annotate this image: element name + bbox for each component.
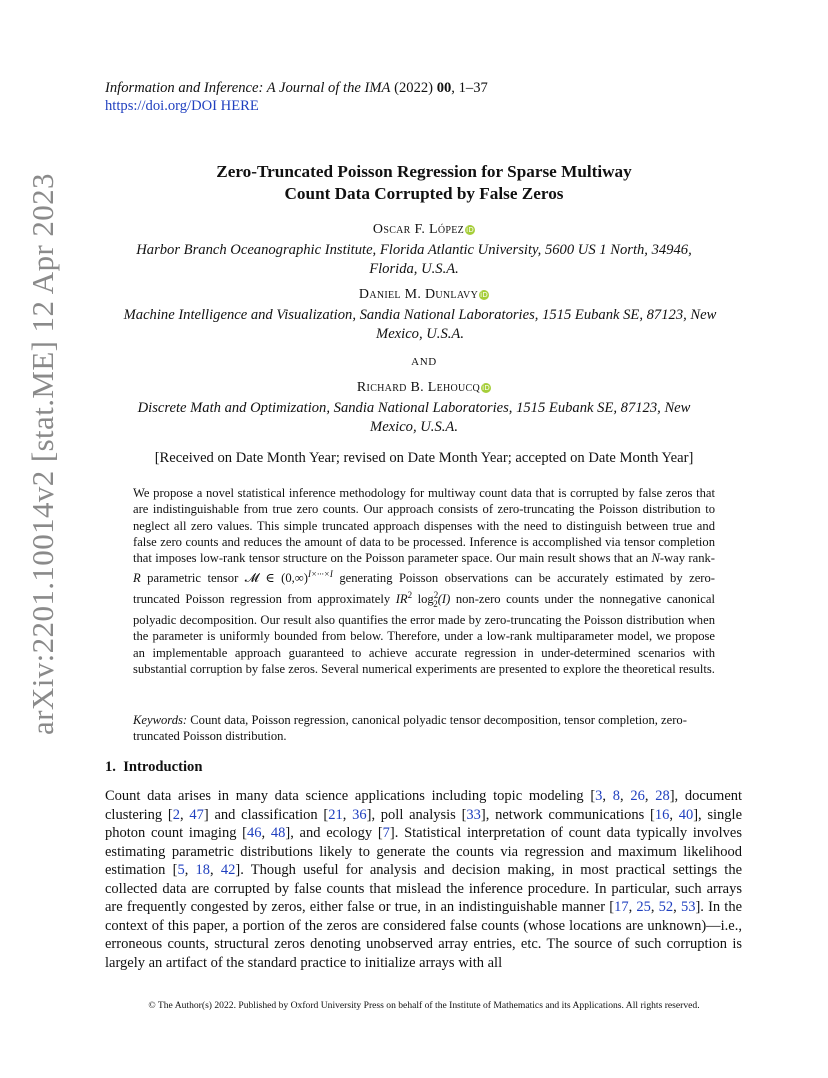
orcid-icon[interactable]: iD [466, 226, 475, 234]
tensor-expression: 𝓜 ∈ (0,∞) [244, 571, 308, 586]
citation-link[interactable]: 25 [636, 899, 651, 915]
keywords-label: Keywords: [133, 713, 188, 727]
doi-link[interactable]: https://doi.org/DOI HERE [105, 98, 259, 114]
author-affiliation-1: Harbor Branch Oceanographic Institute, Florida Atlantic University, 5600 US 1 North, 34946, Florida, U.S.A. [136, 242, 692, 277]
citation-link[interactable]: 47 [189, 806, 204, 823]
citation-link[interactable]: 3 [595, 788, 603, 804]
arxiv-sidebar-identifier [24, 170, 62, 738]
title-line-1: Zero-Truncated Poisson Regression for Sparse Multiway [216, 162, 632, 181]
abstract: We propose a novel statistical inference methodology for multiway count data that is corrupted by false zeros that are indistinguishable from true zero counts. Our approach consists of zero-truncating the Poisson distribution to neglect all zero values. This simple truncated approach dispenses with the need to distinguish between true and false zero counts and reduces the amount of data to be processed. Inference is accomplished via tensor completion that imposes low-rank tensor structure on the Poisson parameter space. Our main result shows that an N-way rank-R parametric tensor 𝓜 ∈ $(0,\infty)^{I\times\cdot\cdot\cdot\times I}$ generating Poisson observations can be accurately estimated by zero-truncated Poisson regression from approximately $IR^2$ $\log^2_2(I)$ non-zero counts under the nonnegative canonical polyadic decomposition. Our result also quantifies the error made by zero-truncating the Poisson distribution when the parameter is uniformly bounded from below. Therefore, under a low-rank multiparameter model, we propose an implementable approach guaranteed to achieve accurate regression in under-determined scenarios with substantial corruption by false zeros. Several numerical experiments are presented to explore the theoretical results. [133, 486, 715, 676]
introduction-paragraph: Count data arises in many data science applications including topic modeling [3, 8, 26, 28], document clustering [2, 47] and classification [21, 36], poll analysis [33], network communications [16, 40], single photon count imaging [46, 48], and ecology [7]. Statistical interpretation of count data typically involves estimating parametric distributions likely to generate the counts via regression and maximum likelihood estimation [5, 18, 42]. Though useful for analysis and decision making, in most practical settings the collected data are corrupted by false counts that mislead the inference procedure. In particular, such arrays are frequently congested by zeros, either false or true, in an indistinguishable manner [17, 25, 52, 53]. In the context of this paper, a portion of the zeros are considered false counts (whose locations are unknown)—i.e., erroneous counts, structural zeros denoting unobserved array entries, etc. The source of such corruption is largely an artifact of the standard practice to initialize arrays with all [105, 788, 743, 971]
title-line-2: Count Data Corrupted by False Zeros [284, 184, 564, 203]
author-name-2: Daniel M. Dunlavy iD [358, 287, 489, 302]
citation-link[interactable]: 8 [612, 788, 620, 804]
citation-link[interactable]: 16 [654, 806, 670, 823]
paper-title [105, 161, 743, 205]
journal-pages: , 1–37 [451, 80, 488, 96]
author-name-3: Richard B. Lehoucq iD [356, 380, 491, 395]
journal-header [105, 79, 488, 115]
citation-link[interactable]: 42 [220, 862, 236, 878]
orcid-icon[interactable]: iD [482, 384, 491, 392]
keywords [133, 712, 715, 745]
copyright-footer: © The Author(s) 2022. Published by Oxford University Press on behalf of the Institute of Mathematics and its Applications. All rights reserved. [148, 1000, 700, 1011]
author-name-1: Oscar F. López iD [372, 222, 475, 237]
citation-link[interactable]: 26 [630, 788, 645, 804]
citation-link[interactable]: 18 [195, 862, 211, 878]
citation-link[interactable]: 46 [247, 825, 262, 841]
keywords-text: Count data, Poisson regression, canonical polyadic tensor decomposition, tensor completion, zero-truncated Poisson distribution. [133, 713, 687, 744]
author-affiliation-2: Machine Intelligence and Visualization, Sandia National Laboratories, 1515 Eubank SE, 87123, New Mexico, U.S.A. [123, 307, 717, 342]
citation-link[interactable]: 7 [382, 825, 390, 841]
citation-link[interactable]: 40 [678, 806, 694, 823]
author-separator-and: AND [411, 356, 437, 368]
citation-link[interactable]: 2 [172, 806, 181, 823]
section-heading-introduction: 1. Introduction [105, 759, 203, 775]
citation-link[interactable]: 33 [466, 806, 481, 823]
citation-link[interactable]: 52 [658, 899, 674, 915]
citation-link[interactable]: 53 [680, 899, 696, 915]
citation-link[interactable]: 21 [328, 806, 343, 823]
citation-link[interactable]: 48 [270, 825, 286, 841]
journal-year: (2022) [394, 80, 434, 96]
journal-citation-line [105, 79, 488, 97]
received-dates: [Received on Date Month Year; revised on Date Month Year; accepted on Date Month Year] [154, 450, 694, 466]
journal-name: Information and Inference: A Journal of the IMA [105, 80, 391, 96]
orcid-icon[interactable]: iD [480, 291, 489, 299]
citation-link[interactable]: 5 [177, 862, 185, 878]
journal-volume: 00 [436, 80, 452, 96]
arxiv-id-text: arXiv:2201.10014v2 [stat.ME] 12 Apr 2023 [25, 173, 61, 735]
author-affiliation-3: Discrete Math and Optimization, Sandia National Laboratories, 1515 Eubank SE, 87123, New Mexico, U.S.A. [137, 400, 691, 435]
citation-link[interactable]: 36 [352, 806, 367, 823]
citation-link[interactable]: 17 [614, 899, 629, 915]
citation-link[interactable]: 28 [655, 788, 670, 804]
